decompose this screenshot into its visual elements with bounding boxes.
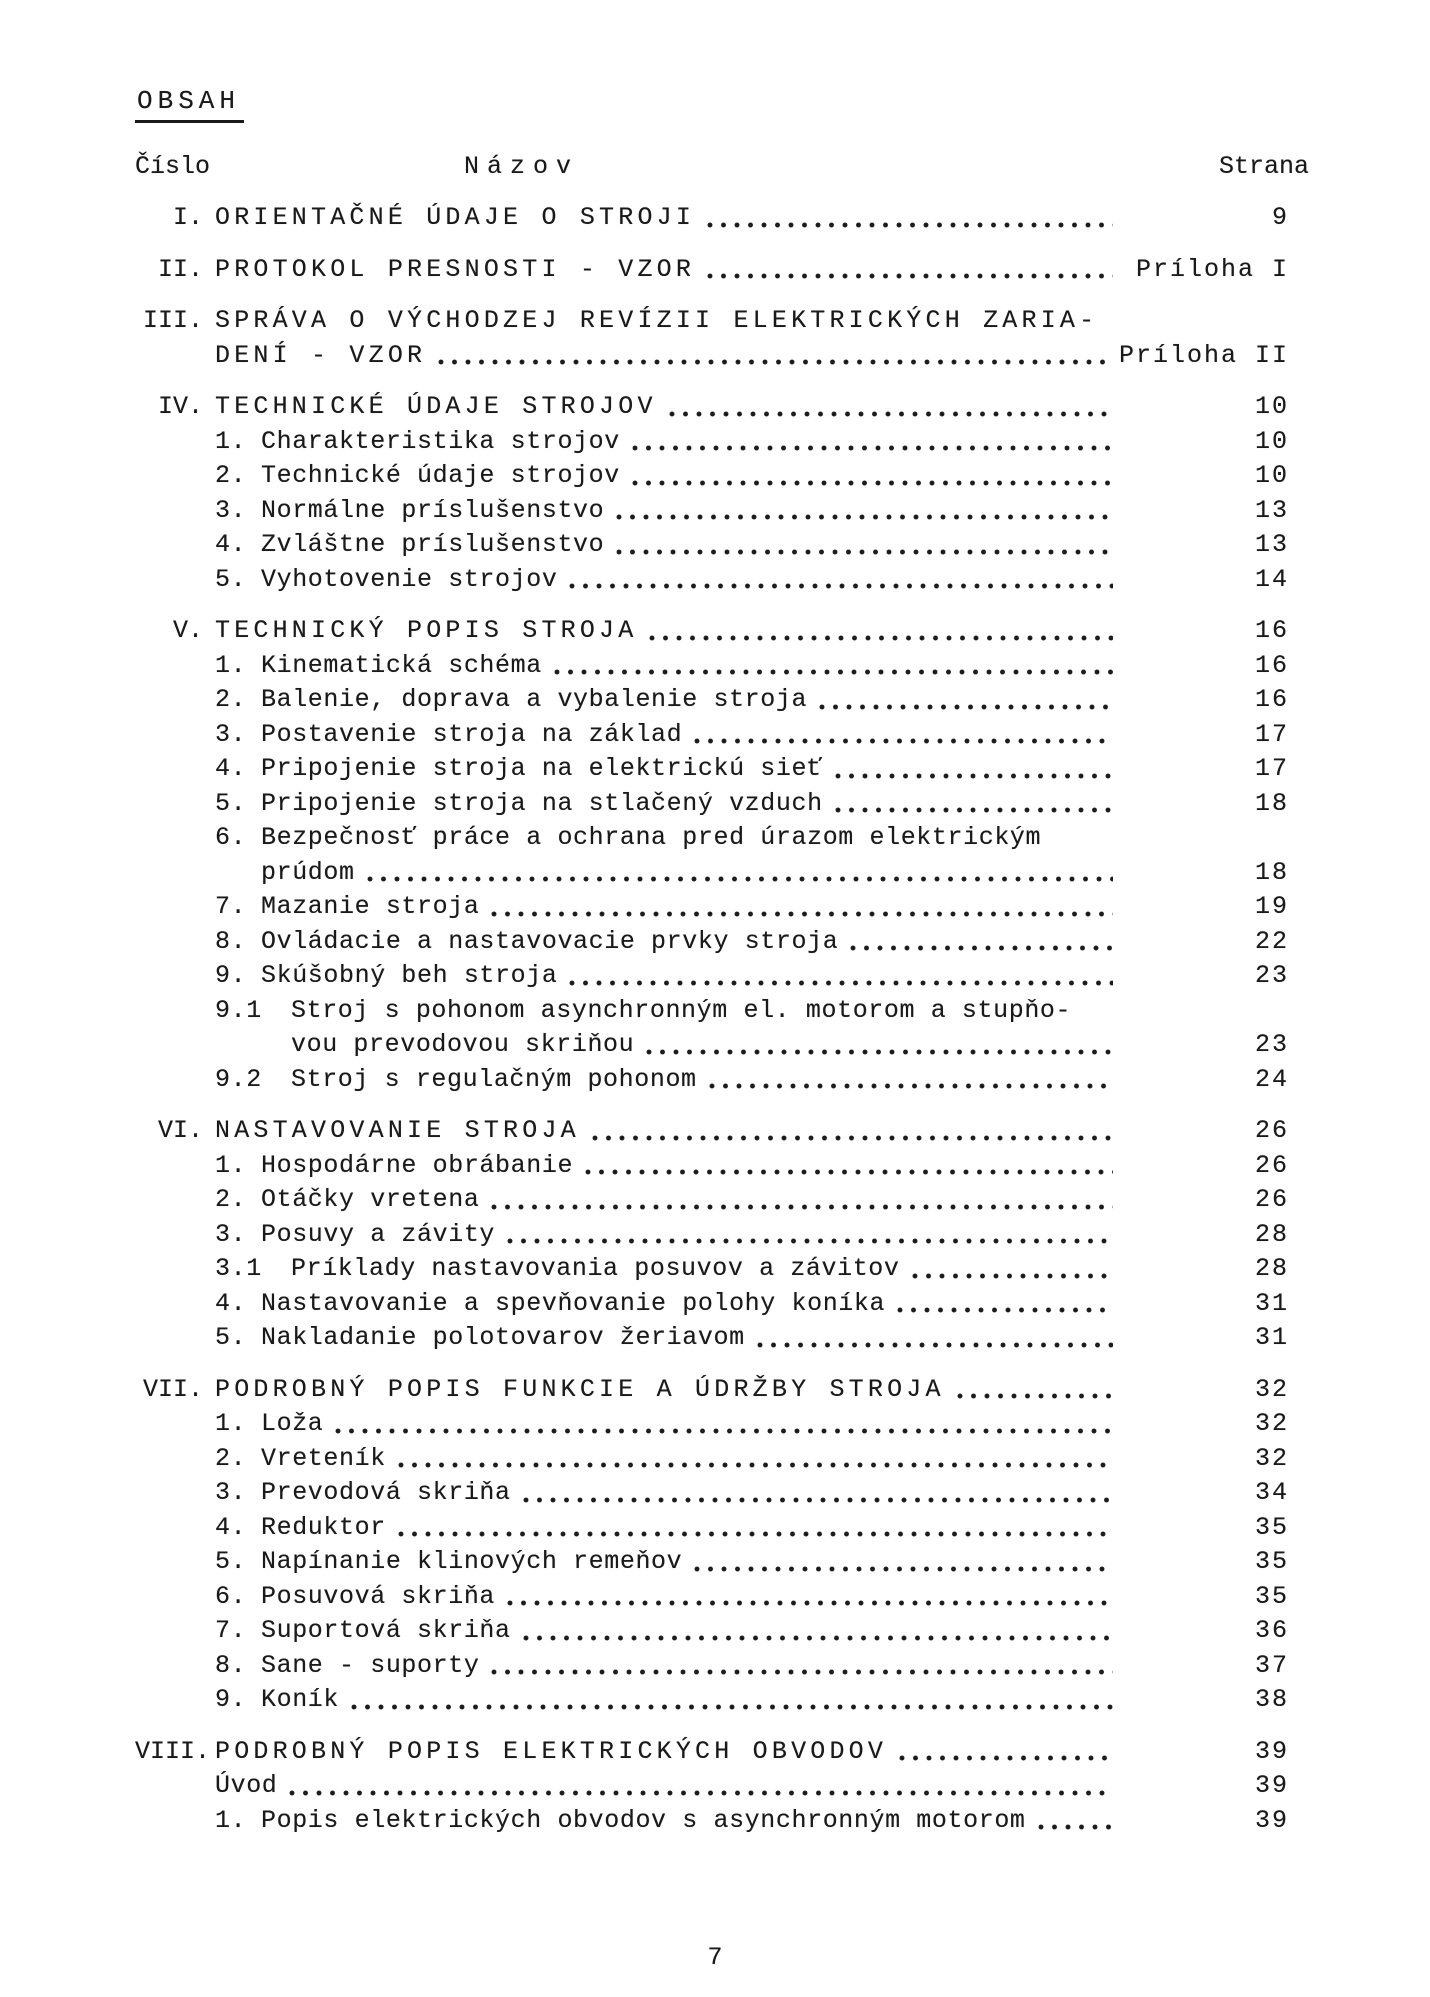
entry-item-number: 2. xyxy=(215,685,247,714)
entry-item-number: 2. xyxy=(215,461,247,490)
toc-entry xyxy=(135,683,1295,718)
entry-section-number xyxy=(135,1545,203,1580)
entry-item-number: 9. xyxy=(215,1685,247,1714)
entry-section-number xyxy=(135,752,203,787)
dot-leader xyxy=(957,1393,1113,1399)
entry-title: SPRÁVA O VÝCHODZEJ REVÍZII ELEKTRICKÝCH ZARIA- xyxy=(215,306,1099,335)
dot-leader xyxy=(569,980,1113,986)
entry-page-number: 39 xyxy=(1254,1736,1289,1766)
dot-leader xyxy=(850,945,1113,951)
toc-entry xyxy=(135,649,1295,684)
entry-title: Mazanie stroja xyxy=(261,892,480,921)
entry-section-number xyxy=(135,1476,203,1511)
entry-section-number xyxy=(135,683,203,718)
entry-page-number: 14 xyxy=(1254,564,1289,594)
entry-title: NASTAVOVANIE STROJA xyxy=(215,1116,580,1145)
entry-item-number: 7. xyxy=(215,892,247,921)
entry-page-number: 18 xyxy=(1254,857,1289,887)
entry-section-number xyxy=(135,1511,203,1546)
dot-leader xyxy=(585,1169,1113,1175)
entry-title: Pripojenie stroja na elektrickú sieť xyxy=(261,754,823,783)
entry-section-number: I. xyxy=(172,203,203,232)
entry-title: ORIENTAČNÉ ÚDAJE O STROJI xyxy=(215,203,696,232)
entry-page-number: 36 xyxy=(1254,1616,1289,1645)
toc-entry xyxy=(135,201,1295,236)
entry-page-number: 13 xyxy=(1254,530,1289,559)
entry-page-number: 16 xyxy=(1254,616,1289,645)
entry-title: Postavenie stroja na základ xyxy=(261,719,683,749)
dot-leader xyxy=(632,480,1113,486)
dot-leader xyxy=(438,359,1113,365)
entry-page-number: 26 xyxy=(1254,1116,1289,1145)
dot-leader xyxy=(491,1669,1113,1675)
toc-column-header xyxy=(135,150,1309,184)
entry-item-number: 5. xyxy=(215,564,247,594)
dot-leader xyxy=(694,738,1113,744)
dot-leader xyxy=(899,1755,1113,1761)
entry-item-number: 3. xyxy=(215,495,247,525)
entry-section-number xyxy=(135,494,203,529)
toc-entry xyxy=(135,1442,1295,1477)
entry-section-number xyxy=(135,1580,203,1615)
entry-section-number: VII. xyxy=(142,1374,203,1404)
toc-entry xyxy=(135,1149,1295,1184)
entry-title: PODROBNÝ POPIS FUNKCIE A ÚDRŽBY STROJA xyxy=(215,1374,945,1404)
toc-entry xyxy=(135,890,1295,925)
entry-page-number: 34 xyxy=(1254,1478,1289,1507)
toc-entry xyxy=(135,787,1295,822)
entry-page-number: 17 xyxy=(1254,754,1289,783)
toc-entry xyxy=(135,425,1295,460)
entry-item-number: 1. xyxy=(215,426,247,456)
entry-section-number: V. xyxy=(172,616,203,645)
dot-leader xyxy=(835,773,1113,779)
toc-entry xyxy=(135,1407,1295,1442)
entry-page-number: 35 xyxy=(1254,1512,1289,1542)
entry-page-number: 16 xyxy=(1254,685,1289,714)
toc-entry xyxy=(135,1183,1295,1218)
entry-page-number: 26 xyxy=(1254,1185,1289,1214)
entry-section-number xyxy=(135,959,203,994)
entry-title: Otáčky vretena xyxy=(261,1185,480,1214)
dot-leader xyxy=(554,669,1113,675)
entry-item-number: 8. xyxy=(215,926,247,956)
entry-item-number: 4. xyxy=(215,1512,247,1542)
column-label-name: Názov xyxy=(464,152,580,181)
toc-entry xyxy=(135,253,1295,288)
entry-item-number: 6. xyxy=(215,1581,247,1611)
dot-leader xyxy=(632,445,1113,451)
dot-leader xyxy=(709,1083,1113,1089)
dot-leader xyxy=(707,273,1113,279)
entry-item-number: 3. xyxy=(215,1219,247,1249)
entry-page-number: 13 xyxy=(1254,495,1289,525)
entry-item-number: 9. xyxy=(215,961,247,990)
entry-section-number xyxy=(135,459,203,494)
toc-entry xyxy=(135,1735,1295,1770)
entry-section-number xyxy=(135,425,203,460)
column-label-page: Strana xyxy=(1218,152,1309,181)
entry-section-number xyxy=(135,1683,203,1718)
entry-section-number xyxy=(135,1063,203,1098)
toc-entry xyxy=(135,1614,1295,1649)
entry-page-number: 16 xyxy=(1254,650,1289,680)
toc-entry xyxy=(135,1580,1295,1615)
entry-item-number: 9.2 xyxy=(215,1064,262,1094)
dot-leader xyxy=(757,1342,1113,1348)
entry-title: Kinematická schéma xyxy=(261,650,542,680)
entry-section-number xyxy=(135,787,203,822)
entry-page-number: 32 xyxy=(1254,1443,1289,1473)
entry-title: TECHNICKÝ POPIS STROJA xyxy=(215,616,638,645)
entry-page-number: 17 xyxy=(1254,719,1289,749)
entry-title: Vyhotovenie strojov xyxy=(261,564,558,594)
dot-leader xyxy=(491,1204,1113,1210)
entry-item-number: 9.1 xyxy=(215,995,262,1025)
entry-section-number xyxy=(135,890,203,925)
entry-title: Charakteristika strojov xyxy=(261,426,620,456)
dot-leader xyxy=(616,514,1113,520)
column-label-number: Číslo xyxy=(135,152,211,181)
entry-title-continuation: DENÍ - VZOR xyxy=(215,340,427,370)
entry-title: Popis elektrických obvodov s asynchronným motorom xyxy=(261,1805,1026,1835)
toc-entry xyxy=(135,494,1295,529)
entry-title: PROTOKOL PRESNOSTI - VZOR xyxy=(215,254,696,284)
entry-section-number xyxy=(135,718,203,753)
dot-leader xyxy=(398,1462,1113,1468)
toc-entry xyxy=(135,1063,1295,1098)
entry-page-number: 35 xyxy=(1254,1581,1289,1611)
entry-page-number: 10 xyxy=(1254,426,1289,456)
entry-item-number: 1. xyxy=(215,1805,247,1835)
entry-section-number xyxy=(135,1407,203,1442)
dot-leader xyxy=(1038,1824,1113,1830)
entry-section-number xyxy=(135,1218,203,1253)
dot-leader xyxy=(523,1635,1113,1641)
entry-page-number: 19 xyxy=(1254,892,1289,921)
toc-entry xyxy=(135,1804,1295,1839)
entry-title: Ovládacie a nastavovacie prvky stroja xyxy=(261,926,839,956)
toc-entry xyxy=(135,390,1295,425)
entry-page-number: 31 xyxy=(1254,1323,1289,1352)
entry-page-number: Príloha II xyxy=(1118,340,1289,370)
entry-item-number: 2. xyxy=(215,1443,247,1473)
entry-title: Zvláštne príslušenstvo xyxy=(261,530,605,559)
entry-page-number: 22 xyxy=(1254,926,1289,956)
table-of-contents xyxy=(135,86,1309,1838)
entry-title: Prevodová skriňa xyxy=(261,1478,511,1507)
entry-page-number: 24 xyxy=(1254,1064,1289,1094)
entry-title: Skúšobný beh stroja xyxy=(261,961,558,990)
entry-page-number: 32 xyxy=(1254,1409,1289,1438)
entry-title: Balenie, doprava a vybalenie stroja xyxy=(261,685,808,714)
dot-leader xyxy=(912,1273,1114,1279)
entry-item-number: 5. xyxy=(215,788,247,818)
entry-item-number: 1. xyxy=(215,1409,247,1438)
entry-title: Napínanie klinových remeňov xyxy=(261,1547,683,1576)
entry-section-number: II. xyxy=(157,254,203,284)
dot-leader xyxy=(835,807,1113,813)
entry-title: Nastavovanie a spevňovanie polohy koníka xyxy=(261,1288,886,1318)
entry-item-number: 3.1 xyxy=(215,1254,262,1283)
page-title: OBSAH xyxy=(135,86,244,123)
entry-page-number: 39 xyxy=(1254,1805,1289,1835)
toc-entry xyxy=(135,925,1295,960)
title-row xyxy=(135,86,1295,123)
toc-list xyxy=(135,201,1295,1838)
entry-section-number: III. xyxy=(142,306,203,335)
entry-title: Nakladanie polotovarov žeriavom xyxy=(261,1323,745,1352)
entry-title: Koník xyxy=(261,1685,340,1714)
entry-title: Príklady nastavovania posuvov a závitov xyxy=(291,1254,900,1283)
toc-entry xyxy=(135,528,1295,563)
entry-section-number xyxy=(135,1442,203,1477)
entry-title: Sane - suporty xyxy=(261,1650,480,1680)
entry-item-number: 2. xyxy=(215,1185,247,1214)
toc-entry xyxy=(135,614,1295,649)
entry-title: Suportová skriňa xyxy=(261,1616,511,1645)
entry-title: Posuvy a závity xyxy=(261,1219,496,1249)
entry-section-number xyxy=(135,528,203,563)
entry-page-number: Príloha I xyxy=(1135,254,1289,284)
entry-section-number xyxy=(135,994,203,1063)
dot-leader xyxy=(649,635,1113,641)
entry-title: TECHNICKÉ ÚDAJE STROJOV xyxy=(215,392,657,421)
entry-section-number xyxy=(135,1649,203,1684)
dot-leader xyxy=(367,876,1113,882)
toc-entry xyxy=(135,1321,1295,1356)
dot-leader xyxy=(523,1497,1113,1503)
entry-title: Hospodárne obrábanie xyxy=(261,1150,574,1180)
toc-entry xyxy=(135,563,1295,598)
entry-item-number: 7. xyxy=(215,1616,247,1645)
entry-section-number: IV. xyxy=(157,392,203,421)
toc-entry xyxy=(135,304,1295,373)
entry-title: Stroj s regulačným pohonom xyxy=(291,1064,697,1094)
dot-leader xyxy=(289,1790,1113,1796)
entry-page-number: 37 xyxy=(1254,1650,1289,1680)
entry-section-number xyxy=(135,1321,203,1356)
entry-item-number: 6. xyxy=(215,823,247,852)
dot-leader xyxy=(694,1566,1113,1572)
entry-section-number xyxy=(135,649,203,684)
entry-section-number xyxy=(135,1614,203,1649)
entry-title: Posuvová skriňa xyxy=(261,1581,496,1611)
dot-leader xyxy=(592,1135,1113,1141)
entry-section-number xyxy=(135,821,203,890)
entry-title: Stroj s pohonom asynchronným el. motorom a stupňo- xyxy=(291,995,1072,1025)
entry-item-number: 1. xyxy=(215,1150,247,1180)
toc-entry xyxy=(135,1476,1295,1511)
toc-entry xyxy=(135,821,1295,890)
toc-entry xyxy=(135,718,1295,753)
entry-title: Pripojenie stroja na stlačený vzduch xyxy=(261,788,823,818)
dot-leader xyxy=(646,1049,1113,1055)
entry-title: Bezpečnosť práce a ochrana pred úrazom elektrickým xyxy=(261,823,1042,852)
toc-entry xyxy=(135,1218,1295,1253)
toc-entry xyxy=(135,1683,1295,1718)
dot-leader xyxy=(507,1238,1113,1244)
dot-leader xyxy=(819,704,1113,710)
dot-leader xyxy=(507,1600,1113,1606)
dot-leader xyxy=(398,1531,1113,1537)
entry-section-number: VIII. xyxy=(135,1736,211,1766)
entry-title-continuation: prúdom xyxy=(261,857,355,887)
entry-title: Úvod xyxy=(215,1771,278,1800)
entry-section-number xyxy=(135,925,203,960)
entry-section-number xyxy=(135,1183,203,1218)
dot-leader xyxy=(707,222,1113,228)
toc-entry xyxy=(135,1511,1295,1546)
entry-section-number xyxy=(135,1149,203,1184)
dot-leader xyxy=(351,1704,1113,1710)
toc-entry xyxy=(135,1287,1295,1322)
entry-page-number: 38 xyxy=(1254,1685,1289,1714)
entry-section-number xyxy=(135,1287,203,1322)
entry-page-number: 18 xyxy=(1254,788,1289,818)
toc-entry xyxy=(135,1545,1295,1580)
entry-page-number: 31 xyxy=(1254,1288,1289,1318)
toc-entry xyxy=(135,994,1295,1063)
entry-title: Reduktor xyxy=(261,1512,386,1542)
entry-item-number: 5. xyxy=(215,1547,247,1576)
entry-title: Loža xyxy=(261,1409,324,1438)
entry-page-number: 23 xyxy=(1254,1030,1289,1059)
entry-item-number: 4. xyxy=(215,754,247,783)
dot-leader xyxy=(616,549,1113,555)
entry-item-number: 5. xyxy=(215,1323,247,1352)
toc-entry xyxy=(135,959,1295,994)
entry-page-number: 9 xyxy=(1271,203,1289,232)
entry-title: Vreteník xyxy=(261,1443,386,1473)
entry-item-number: 4. xyxy=(215,530,247,559)
dot-leader xyxy=(669,411,1113,417)
dot-leader xyxy=(491,911,1113,917)
entry-page-number: 10 xyxy=(1254,461,1289,490)
toc-entry xyxy=(135,459,1295,494)
entry-page-number: 23 xyxy=(1254,961,1289,990)
toc-entry xyxy=(135,1114,1295,1149)
toc-entry xyxy=(135,1649,1295,1684)
entry-page-number: 39 xyxy=(1254,1771,1289,1800)
entry-page-number: 10 xyxy=(1254,392,1289,421)
entry-item-number: 3. xyxy=(215,1478,247,1507)
dot-leader xyxy=(569,583,1113,589)
entry-item-number: 1. xyxy=(215,650,247,680)
entry-page-number: 26 xyxy=(1254,1150,1289,1180)
entry-title: Normálne príslušenstvo xyxy=(261,495,605,525)
toc-entry xyxy=(135,1769,1295,1804)
entry-item-number: 3. xyxy=(215,719,247,749)
dot-leader xyxy=(897,1307,1113,1313)
entry-section-number: VI. xyxy=(157,1116,203,1145)
dot-leader xyxy=(335,1428,1113,1434)
entry-page-number: 35 xyxy=(1254,1547,1289,1576)
entry-page-number: 28 xyxy=(1254,1219,1289,1249)
toc-entry xyxy=(135,1252,1295,1287)
entry-item-number: 4. xyxy=(215,1288,247,1318)
entry-title-continuation: vou prevodovou skriňou xyxy=(291,1030,635,1059)
toc-entry xyxy=(135,752,1295,787)
entry-section-number xyxy=(135,1769,203,1804)
entry-title: Technické údaje strojov xyxy=(261,461,620,490)
entry-page-number: 28 xyxy=(1254,1254,1289,1283)
entry-page-number: 32 xyxy=(1254,1374,1289,1404)
page-footer-number: 7 xyxy=(707,1943,723,1972)
entry-title: PODROBNÝ POPIS ELEKTRICKÝCH OBVODOV xyxy=(215,1736,888,1766)
entry-item-number: 8. xyxy=(215,1650,247,1680)
entry-section-number xyxy=(135,1804,203,1839)
entry-section-number xyxy=(135,1252,203,1287)
toc-entry xyxy=(135,1373,1295,1408)
entry-section-number xyxy=(135,563,203,598)
